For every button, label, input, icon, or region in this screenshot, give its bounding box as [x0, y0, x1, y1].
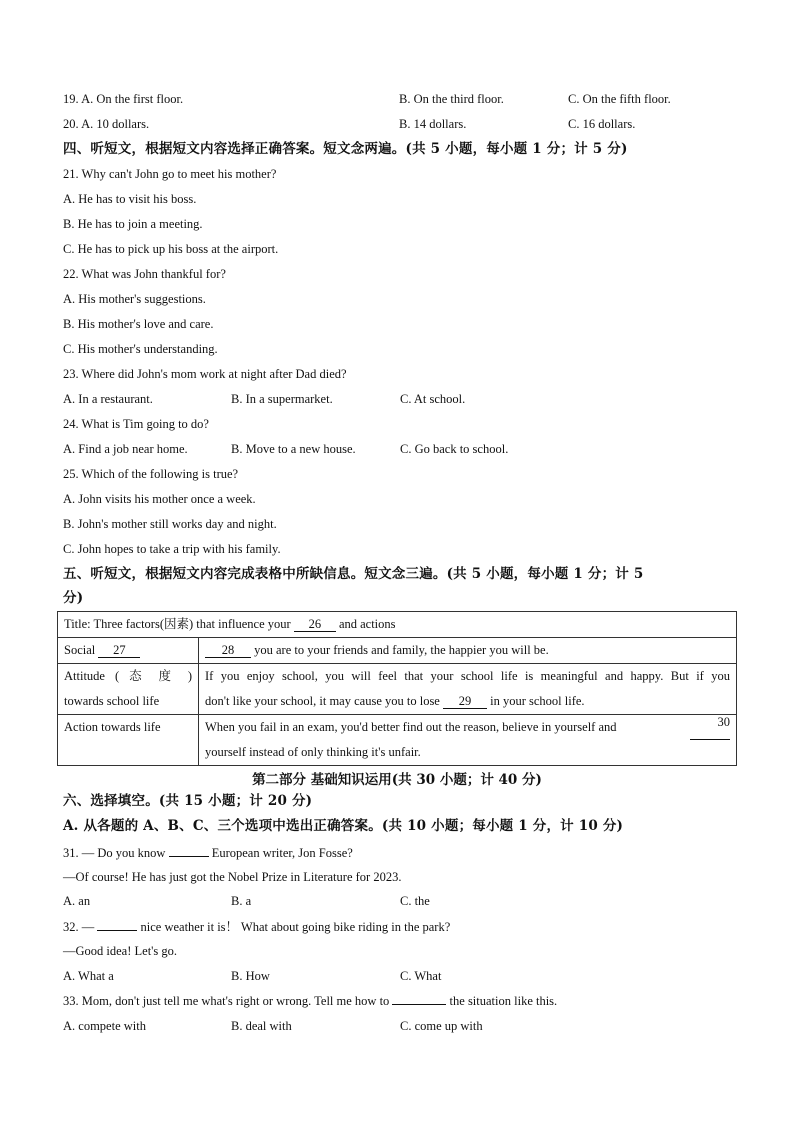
section-a-heading: A. 从各题的 A、B、C、三个选项中选出正确答案。(共 10 小题；每小题 1 分，计 10 分): [63, 818, 624, 834]
table-row-social: [58, 638, 737, 664]
question-21-stem: 21. Why can't John go to meet his mother?: [63, 167, 277, 181]
blank-27[interactable]: 27: [98, 643, 140, 658]
attitude-label-cell: [58, 664, 199, 715]
option-23-a[interactable]: A. In a restaurant.: [63, 392, 153, 406]
blank-26[interactable]: 26: [294, 617, 336, 632]
question-24-options: [63, 441, 743, 457]
option-22-a[interactable]: A. His mother's suggestions.: [63, 292, 206, 306]
option-33-c[interactable]: C. come up with: [400, 1019, 483, 1033]
table-title-text: Title: Three factors(因素) that influence your: [64, 617, 291, 631]
option-24-a[interactable]: A. Find a job near home.: [63, 442, 188, 456]
attitude-label-line2: towards school life: [64, 694, 160, 708]
section-5-heading-line1: 五、听短文，根据短文内容完成表格中所缺信息。短文念三遍。(共 5 小题，每小题 1 分；计 5: [63, 566, 644, 582]
question-number: 20.: [63, 117, 79, 131]
question-number: 19.: [63, 92, 79, 106]
question-22-stem: 22. What was John thankful for?: [63, 267, 226, 281]
social-label: Social: [64, 643, 96, 657]
option-25-a[interactable]: A. John visits his mother once a week.: [63, 492, 256, 506]
option-25-c[interactable]: C. John hopes to take a trip with his family.: [63, 542, 281, 556]
option-text: A. On the first floor.: [81, 92, 184, 106]
social-label-cell: [58, 638, 199, 664]
option-25-b[interactable]: B. John's mother still works day and night.: [63, 517, 277, 531]
attitude-text-line2: don't like your school, it may cause you to lose: [205, 694, 440, 708]
section-5-heading-line2: 分): [63, 590, 84, 606]
part-2-heading: 第二部分 基础知识运用(共 30 小题；计 40 分): [252, 772, 542, 788]
question-31-options: [63, 893, 743, 909]
question-23-stem: 23. Where did John's mom work at night after Dad died?: [63, 367, 347, 381]
question-31-stem: [63, 845, 353, 861]
blank-33[interactable]: [392, 1004, 446, 1005]
attitude-text-line1: If you enjoy school, you will feel that your school life is meaningful and happy. But if you: [205, 669, 730, 683]
option-32-c[interactable]: C. What: [400, 969, 442, 983]
table-row-attitude: [58, 664, 737, 715]
section-4-heading: 四、听短文，根据短文内容选择正确答案。短文念两遍。(共 5 小题，每小题 1 分；计 5 分): [63, 141, 628, 157]
option-31-c[interactable]: C. the: [400, 894, 430, 908]
question-25-stem: 25. Which of the following is true?: [63, 467, 239, 481]
question-33-text: 33. Mom, don't just tell me what's right or wrong. Tell me how to: [63, 994, 390, 1008]
blank-28[interactable]: 28: [205, 643, 251, 658]
option-33-a[interactable]: A. compete with: [63, 1019, 146, 1033]
action-label: Action towards life: [64, 720, 161, 734]
question-33-stem: [63, 993, 557, 1009]
option-32-a[interactable]: A. What a: [63, 969, 114, 983]
table-title-cell: [58, 612, 737, 638]
blank-32[interactable]: [97, 930, 137, 931]
table-title-suffix: and actions: [338, 617, 396, 631]
option-24-b[interactable]: B. Move to a new house.: [231, 442, 356, 456]
section-6-heading: 六、选择填空。(共 15 小题；计 20 分): [63, 793, 313, 809]
question-24-stem: 24. What is Tim going to do?: [63, 417, 209, 431]
option-31-b[interactable]: B. a: [231, 894, 252, 908]
question-23-options: [63, 391, 743, 407]
question-31-text-suffix: European writer, Jon Fosse?: [211, 846, 353, 860]
info-table: [57, 611, 737, 766]
table-row-title: [58, 612, 737, 638]
option-23-b[interactable]: B. In a supermarket.: [231, 392, 333, 406]
social-text: you are to your friends and family, the happier you will be.: [254, 643, 549, 657]
blank-29[interactable]: 29: [443, 694, 487, 709]
question-32-options: [63, 968, 743, 984]
option-19-a[interactable]: [63, 91, 183, 107]
table-row-action: [58, 715, 737, 766]
blank-31[interactable]: [169, 856, 209, 857]
option-20-b[interactable]: B. 14 dollars.: [399, 117, 467, 131]
option-19-b[interactable]: B. On the third floor.: [399, 92, 504, 106]
action-label-cell: [58, 715, 199, 766]
question-31-text: 31. — Do you know: [63, 846, 166, 860]
option-21-a[interactable]: A. He has to visit his boss.: [63, 192, 197, 206]
option-text: A. 10 dollars.: [81, 117, 150, 131]
option-21-c[interactable]: C. He has to pick up his boss at the airport.: [63, 242, 279, 256]
option-24-c[interactable]: C. Go back to school.: [400, 442, 509, 456]
option-22-b[interactable]: B. His mother's love and care.: [63, 317, 214, 331]
question-32-text-suffix: nice weather it is！ What about going bike riding in the park?: [140, 920, 451, 934]
option-19-c[interactable]: C. On the fifth floor.: [568, 92, 671, 106]
question-31-reply: —Of course! He has just got the Nobel Prize in Literature for 2023.: [63, 870, 402, 884]
question-19: [63, 91, 743, 107]
blank-30[interactable]: 30: [690, 715, 730, 740]
question-32-stem: [63, 919, 450, 935]
attitude-text-cell: [199, 664, 737, 715]
option-33-b[interactable]: B. deal with: [231, 1019, 292, 1033]
attitude-label-line1: Attitude ( 态 度 ): [64, 669, 192, 683]
question-33-options: [63, 1018, 743, 1034]
action-text-line1: When you fail in an exam, you'd better find out the reason, believe in yourself and: [205, 720, 617, 734]
option-22-c[interactable]: C. His mother's understanding.: [63, 342, 218, 356]
action-text-cell: [199, 715, 737, 766]
option-20-a[interactable]: [63, 116, 149, 132]
question-33-text-suffix: the situation like this.: [449, 994, 558, 1008]
action-text-line2: yourself instead of only thinking it's unfair.: [205, 745, 421, 759]
question-32-text: 32. —: [63, 920, 95, 934]
attitude-text-line2-suffix: in your school life.: [490, 694, 585, 708]
social-text-cell: [199, 638, 737, 664]
option-20-c[interactable]: C. 16 dollars.: [568, 117, 636, 131]
option-21-b[interactable]: B. He has to join a meeting.: [63, 217, 203, 231]
option-32-b[interactable]: B. How: [231, 969, 270, 983]
question-20: [63, 116, 743, 132]
option-31-a[interactable]: A. an: [63, 894, 91, 908]
question-32-reply: —Good idea! Let's go.: [63, 944, 178, 958]
option-23-c[interactable]: C. At school.: [400, 392, 466, 406]
